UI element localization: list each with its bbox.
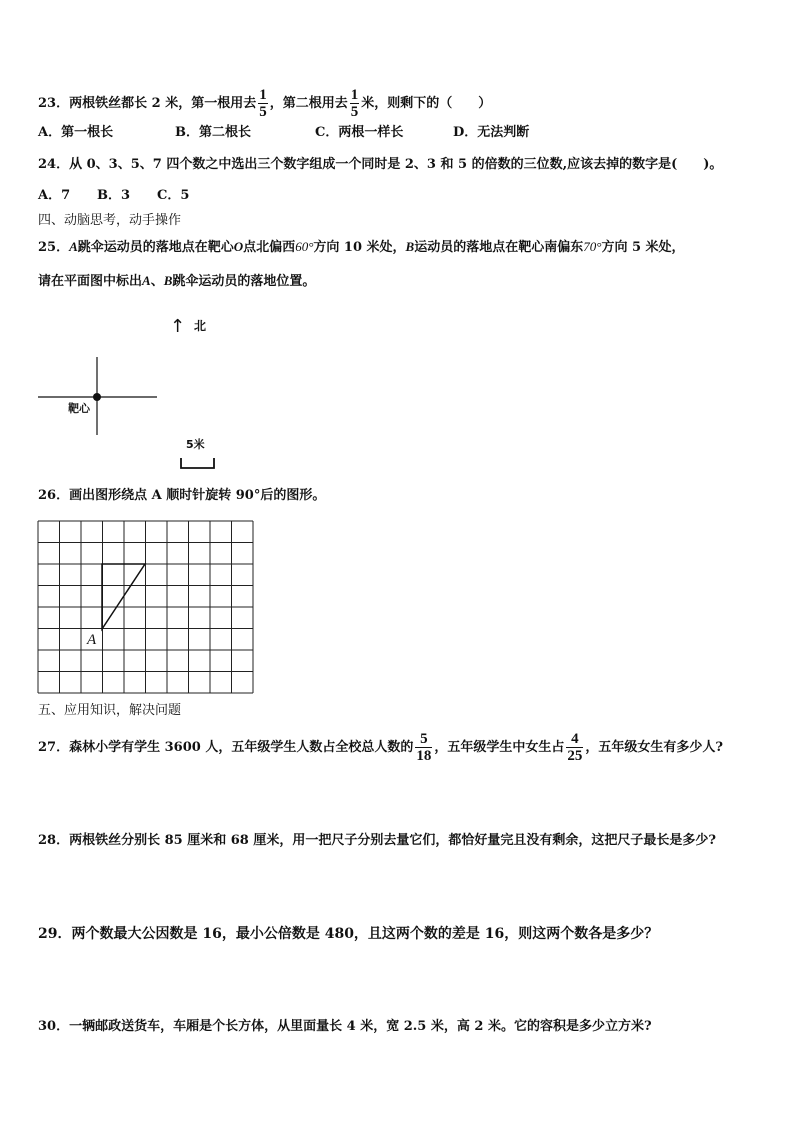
target-diagram <box>0 300 260 480</box>
q23-fraction-1: $\frac{1}{5}$ <box>259 87 267 120</box>
target-center-label: 靶心 <box>68 402 90 415</box>
question-28: 28．两根铁丝分别长 85 厘米和 68 厘米，用一把尺子分别去量它们，都恰好量完且没有剩余，这把尺子最长是多少? <box>38 833 716 848</box>
question-27: 27．森林小学有学生 3600 人，五年级学生人数占全校总人数的 $\frac{5}{18}$ ，五年级学生中女生占 $\frac{4}{25}$ ，五年级女生有多少人? <box>38 731 723 764</box>
q23-option-a: A．第一根长 <box>38 125 114 140</box>
q23-option-d: D．无法判断 <box>453 125 530 140</box>
question-25-line-1: 25．A跳伞运动员的落地点在靶心O点北偏西60°方向 10 米处，B运动员的落地点在靶心南偏东70°方向 5 米处， <box>38 239 685 255</box>
question-30: 30．一辆邮政送货车，车厢是个长方体，从里面量长 4 米，宽 2.5 米，高 2 米。它的容积是多少立方米? <box>38 1019 652 1034</box>
question-24: 24．从 0、3、5、7 四个数之中选出三个数字组成一个同时是 2、3 和 5 的倍数的三位数,应该去掉的数字是( )。 <box>38 157 723 172</box>
q24-option-c: C．5 <box>157 188 190 203</box>
question-26: 26．画出图形绕点 A 顺时针旋转 90°后的图形。 <box>38 488 326 503</box>
north-arrow-icon: ↑ <box>170 316 186 337</box>
q24-option-a: A．7 <box>38 188 71 203</box>
question-29: 29．两个数最大公因数是 16，最小公倍数是 480，且这两个数的差是 16，则这两个数各是多少？ <box>38 926 659 942</box>
target-center-point <box>93 393 101 401</box>
q23-text-b: ，第二根用去 <box>269 96 348 111</box>
q23-option-b: B．第二根长 <box>175 125 251 140</box>
rotation-grid <box>0 510 270 700</box>
scale-label: 5米 <box>186 438 205 451</box>
point-a-label: A <box>87 632 97 648</box>
scale-bar <box>181 458 214 468</box>
q23-text-c: 米，则剩下的（ ） <box>361 96 492 111</box>
q23-option-c: C．两根一样长 <box>315 125 404 140</box>
q23-fraction-2: $\frac{1}{5}$ <box>350 87 359 120</box>
question-25-line-2: 请在平面图中标出A、B跳伞运动员的落地位置。 <box>38 273 316 289</box>
q24-option-b: B．3 <box>97 188 131 203</box>
north-label: 北 <box>194 319 207 333</box>
section-5-heading: 五、应用知识，解决问题 <box>38 703 182 718</box>
q23-text-a: 23．两根铁丝都长 2 米，第一根用去 <box>38 96 257 111</box>
question-23 <box>38 87 491 120</box>
section-4-heading: 四、动脑思考，动手操作 <box>38 213 182 228</box>
q27-fraction-1: $\frac{5}{18}$ <box>416 731 432 764</box>
q27-fraction-2: $\frac{4}{25}$ <box>567 731 583 764</box>
